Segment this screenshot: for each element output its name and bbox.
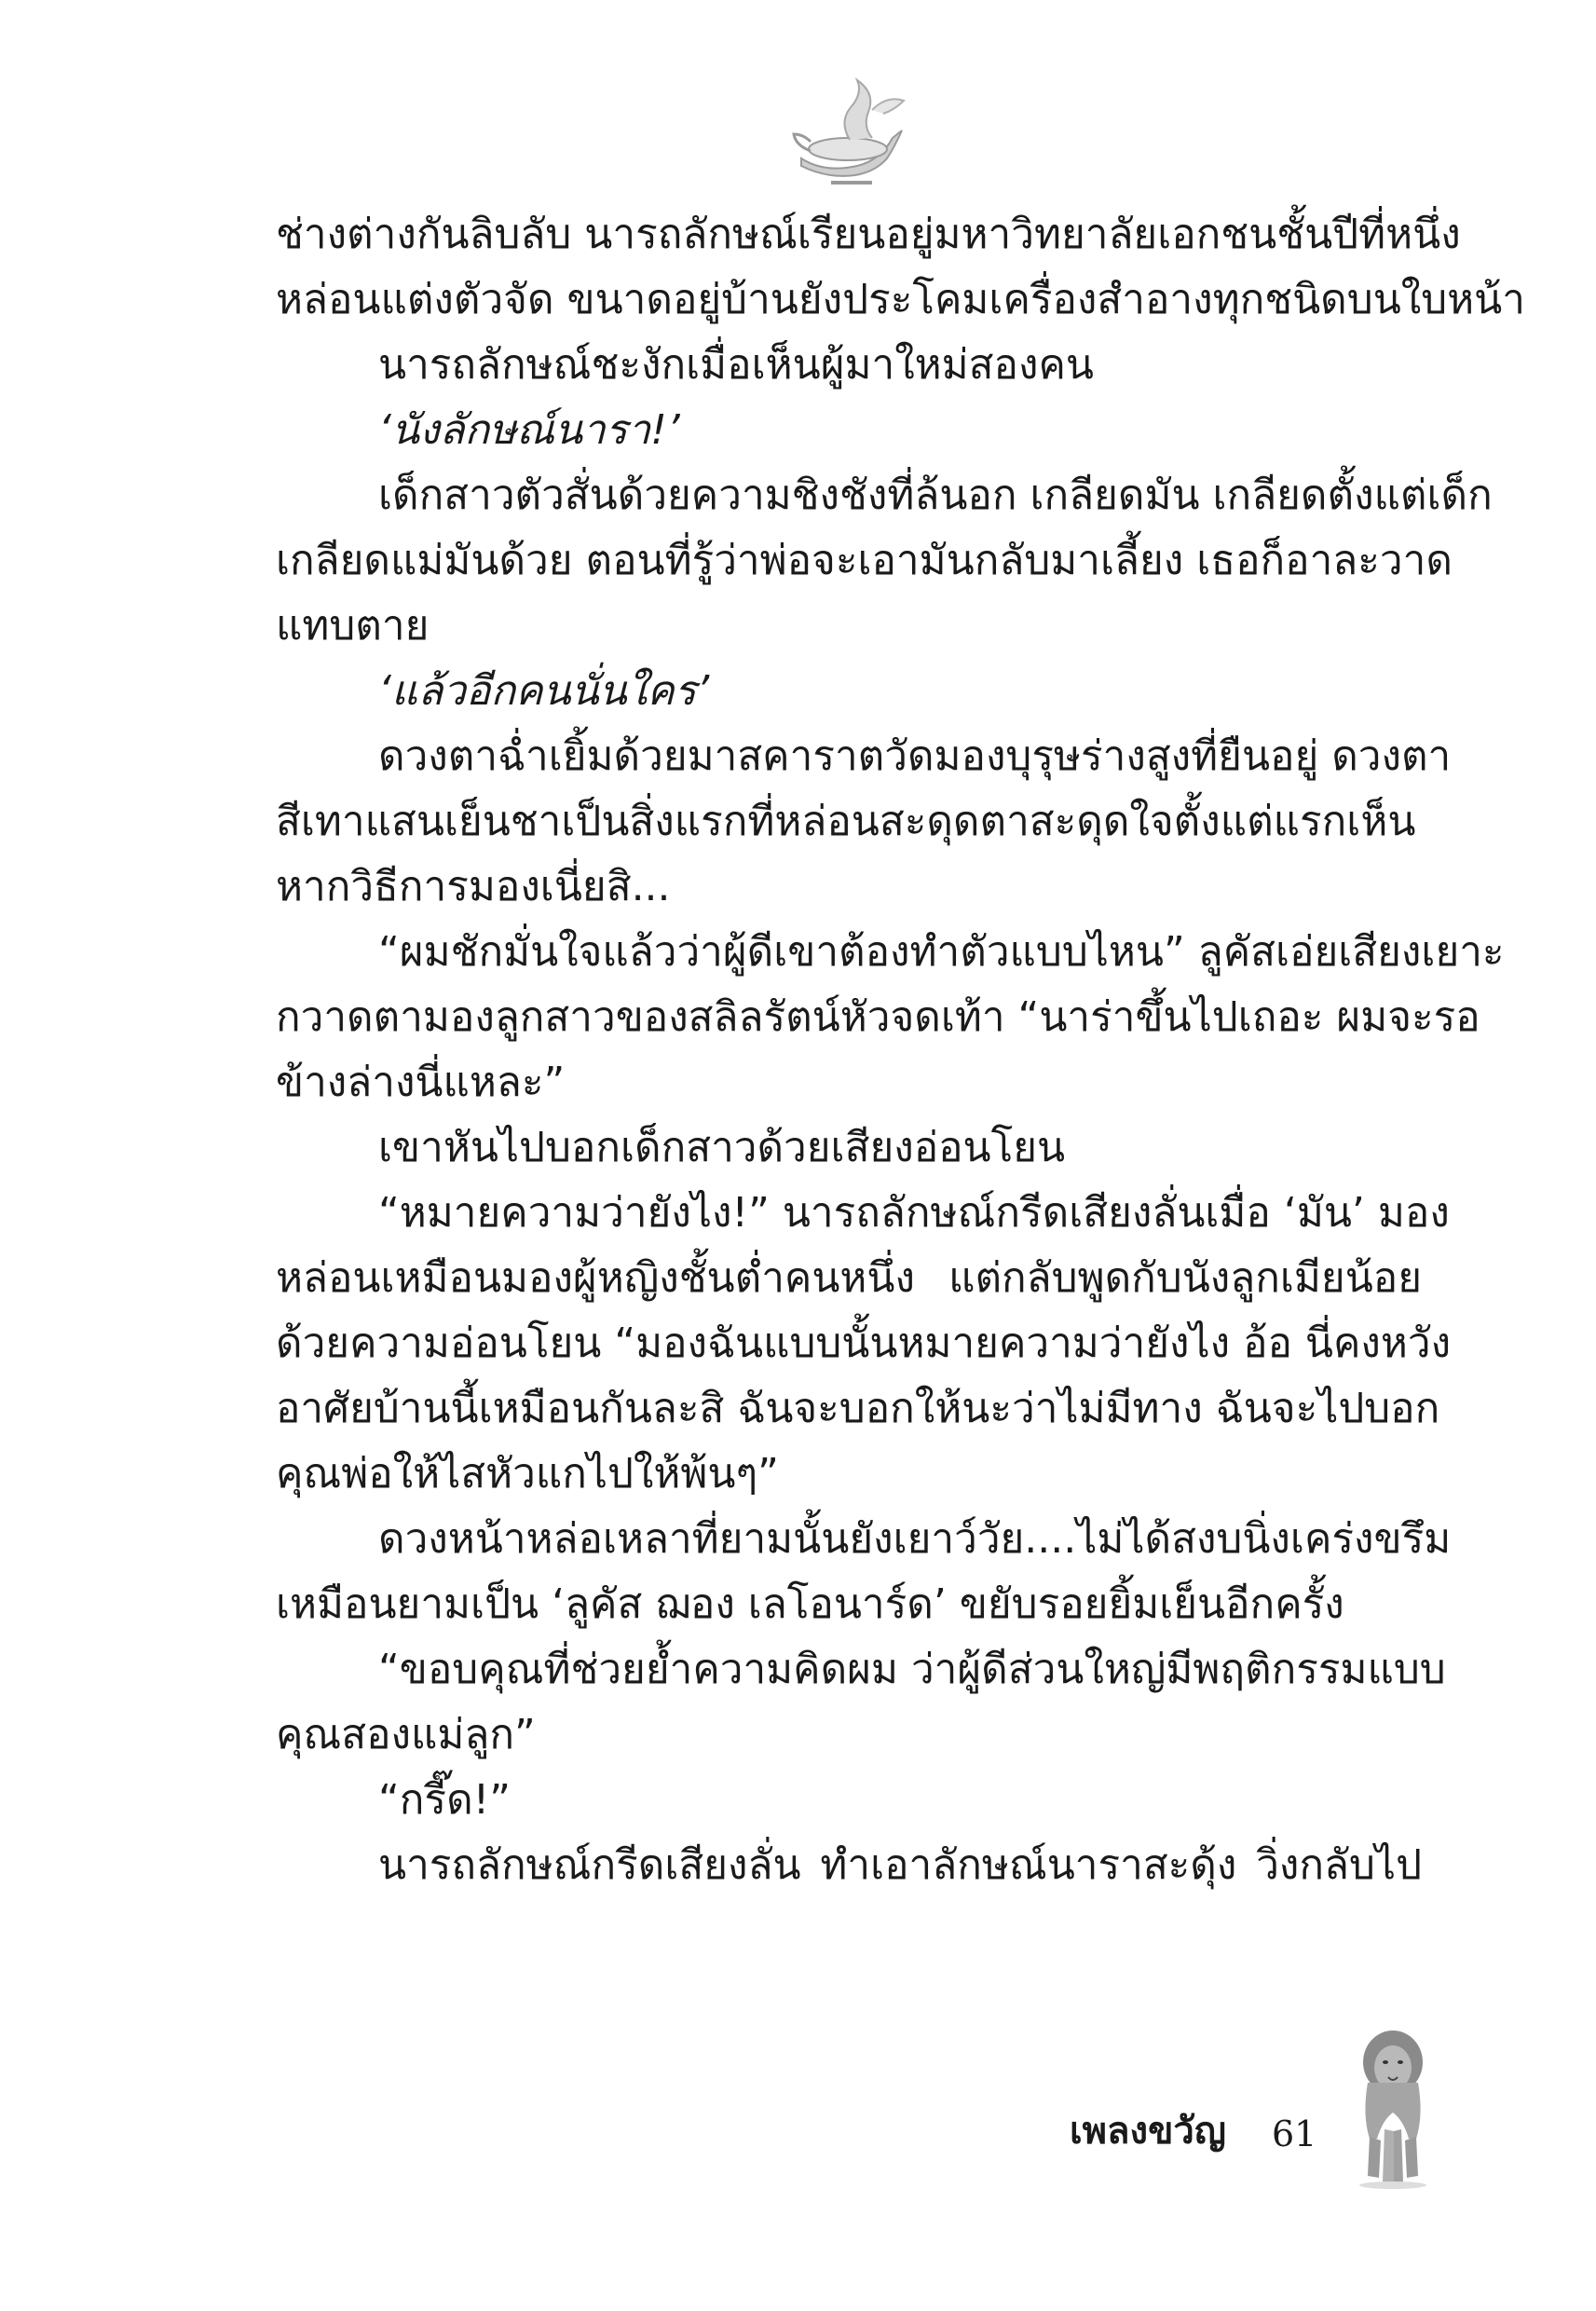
text-line: หล่อนแต่งตัวจัด ขนาดอยู่บ้านยังประโคมเครื่องสำอางทุกชนิดบนใบหน้า <box>276 276 1525 323</box>
lion-illustration <box>1342 2027 1444 2190</box>
text-line: ช่างต่างกันลิบลับ นารถลักษณ์เรียนอยู่มหาวิทยาลัยเอกชนชั้นปีที่หนึ่ง <box>276 211 1461 258</box>
page-number: 61 <box>1272 2113 1317 2154</box>
dialogue-line: “หมายความว่ายังไง!” นารถลักษณ์กรีดเสียงลั่นเมื่อ ‘มัน’ มอง <box>378 1189 1450 1237</box>
text-line: เขาหันไปบอกเด็กสาวด้วยเสียงอ่อนโยน <box>378 1124 1066 1171</box>
text-line: อาศัยบ้านนี้เหมือนกันละสิ ฉันจะบอกให้นะว่าไม่มีทาง ฉันจะไปบอก <box>276 1385 1440 1432</box>
text-line: แทบตาย <box>276 602 430 650</box>
text-line: ด้วยความอ่อนโยน “มองฉันแบบนั้นหมายความว่ายังไง อ้อ นี่คงหวัง <box>276 1320 1452 1367</box>
magic-lamp-ornament <box>783 73 922 185</box>
text-line: สีเทาแสนเย็นชาเป็นสิ่งแรกที่หล่อนสะดุดตาสะดุดใจตั้งแต่แรกเห็น <box>276 798 1416 845</box>
text-line: นารถลักษณ์ชะงักเมื่อเห็นผู้มาใหม่สองคน <box>378 341 1094 389</box>
running-footer-title: เพลงขวัญ <box>1070 2110 1226 2153</box>
text-line: คุณสองแม่ลูก” <box>276 1711 536 1758</box>
text-line: เกลียดแม่มันด้วย ตอนที่รู้ว่าพ่อจะเอามันกลับมาเลี้ยง เธอก็อาละวาด <box>276 537 1453 584</box>
dialogue-line: “กรี๊ด!” <box>378 1776 512 1824</box>
inner-thought-line: ‘แล้วอีกคนนั่นใคร’ <box>378 667 710 715</box>
text-line: หล่อนเหมือนมองผู้หญิงชั้นต่ำคนหนึ่ง แต่กลับพูดกับนังลูกเมียน้อย <box>276 1254 1422 1302</box>
dialogue-line: “ขอบคุณที่ช่วยย้ำความคิดผม ว่าผู้ดีส่วนใหญ่มีพฤติกรรมแบบ <box>378 1646 1446 1693</box>
text-line: นารถลักษณ์กรีดเสียงลั่น ทำเอาลักษณ์นาราสะดุ้ง วิ่งกลับไป <box>378 1841 1422 1889</box>
dialogue-line: “ผมชักมั่นใจแล้วว่าผู้ดีเขาต้องทำตัวแบบไหน” ลูคัสเอ่ยเสียงเยาะ <box>378 928 1505 976</box>
text-line: ดวงหน้าหล่อเหลาที่ยามนั้นยังเยาว์วัย....ไม่ได้สงบนิ่งเคร่งขรึม <box>378 1515 1452 1563</box>
text-line: กวาดตามองลูกสาวของสลิลรัตน์หัวจดเท้า “นาร่าขึ้นไปเถอะ ผมจะรอ <box>276 993 1480 1041</box>
text-line: ข้างล่างนี่แหละ” <box>276 1059 566 1106</box>
inner-thought-line: ‘นังลักษณ์นารา!’ <box>378 406 680 454</box>
text-line: คุณพ่อให้ไสหัวแกไปให้พ้นๆ” <box>276 1450 779 1497</box>
text-line: หากวิธีการมองเนี่ยสิ... <box>276 863 671 910</box>
text-line: เหมือนยามเป็น ‘ลูคัส ฌอง เลโอนาร์ด’ ขยับรอยยิ้มเย็นอีกครั้ง <box>276 1580 1344 1628</box>
text-line: เด็กสาวตัวสั่นด้วยความชิงชังที่ล้นอก เกลียดมัน เกลียดตั้งแต่เด็ก <box>378 472 1493 519</box>
text-line: ดวงตาฉ่ำเยิ้มด้วยมาสคาราตวัดมองบุรุษร่างสูงที่ยืนอยู่ ดวงตา <box>378 732 1452 780</box>
